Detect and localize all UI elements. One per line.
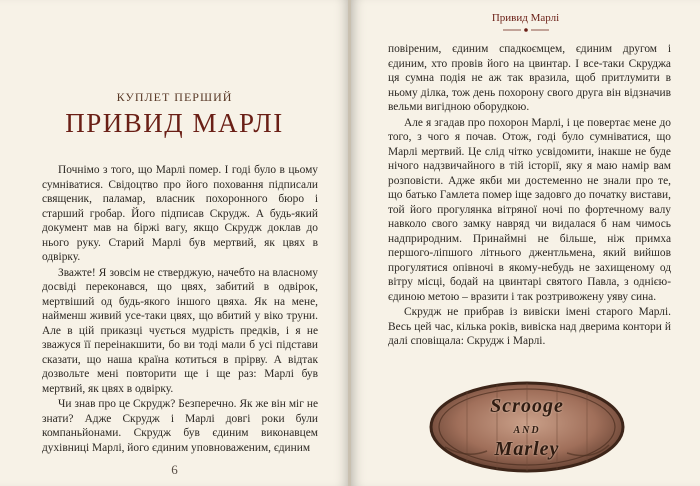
- right-body-text: [388, 42, 671, 349]
- chapter-title: ПРИВИД МАРЛІ: [65, 108, 284, 138]
- paragraph: Чи знав про це Скрудж? Безперечно. Як же він міг не знати? Адже Скрудж і Марлі довгі роки були компаньйонами. Скрудж був єдиним виконавцем духівниці Марлі, його єдиним уповноваженим, єдиним: [42, 398, 318, 454]
- sign-line-and: AND: [513, 425, 541, 436]
- paragraph: Зважте! Я зовсім не стверджую, начебто на власному досвіді переконався, що цвях, забитий в одвірок, мертвіший од будь-якого іншого цвяха. Як на мене, найменш живий усе-таки цвях, що вбитий у віко труни. Але в цій приказці чується мудрість предків, і я не зважуся її переінакшити, бо ви тоді мали б усі підстави сказати, що наша країна котиться в прірву. А відтак дозвольте мені повторити ще і ще раз: Марлі був мертвий, як цвях в одвірку.: [42, 266, 318, 395]
- left-page: [0, 0, 349, 486]
- running-head: Привид Марлі: [491, 12, 560, 24]
- page-number: 6: [171, 462, 178, 477]
- paragraph: Але я згадав про похорон Марлі, і це повертає мене до того, з чого я почав. Отож, годі було сумніватися, що Марлі мертвий. Це слід чітко усвідомити, інакше не буде нічого надзвичайного в тій історії, яку я маю намір вам розповісти. Адже якби ми достеменно не знали про те, що батько Гамлета помер іще задовго до початку вистави, той його прогулянка вітряної ночі по фортечному валу навколо свого замку навряд чи видалася б нам чимось надприродним. Принаймні не більше, ніж примха першого-ліпшого літнього джентльмена, який вийшов прогулятися опівночі в якому-небудь не захищеному од вітру місці, бодай на цвинтарі святого Павла, з однією-єдиною метою – вразити і так розтривожену уяву сина.: [388, 116, 671, 303]
- sign-line-scrooge: Scrooge: [490, 395, 564, 417]
- paragraph: повіреним, єдиним спадкоємцем, єдиним другом і єдиним, хто провів його на цвинтар. І все-таки Скруджа ця сумна подія не аж так вразила, щоб притлумити в ньому ділка, тож день похорону свого друга він відзначив вельми вигідною оборудкою.: [388, 43, 671, 113]
- paragraph: Почнімо з того, що Марлі помер. І годі було в цьому сумніватися. Свідоцтво про його поховання підписали священик, паламар, власник похоронного бюро і старший гробар. Його підписав Скрудж. А будь-який документ мав на біржі вагу, якщо Скрудж доклав до нього руку. Старий Марлі був мертвий, як цвях в одвірку.: [42, 164, 318, 263]
- right-page: [351, 0, 700, 486]
- scrooge-marley-sign: [427, 377, 627, 477]
- left-body-text: [42, 163, 318, 455]
- paragraph: Скрудж не прибрав із вивіски імені старого Марлі. Весь цей час, кілька років, вивіска над дверима контори й далі сповіщала: Скрудж і Марлі.: [388, 306, 671, 347]
- ornament-icon: [501, 27, 551, 33]
- chapter-label: КУПЛЕТ ПЕРШИЙ: [116, 90, 233, 104]
- sign-line-marley: Marley: [494, 438, 560, 460]
